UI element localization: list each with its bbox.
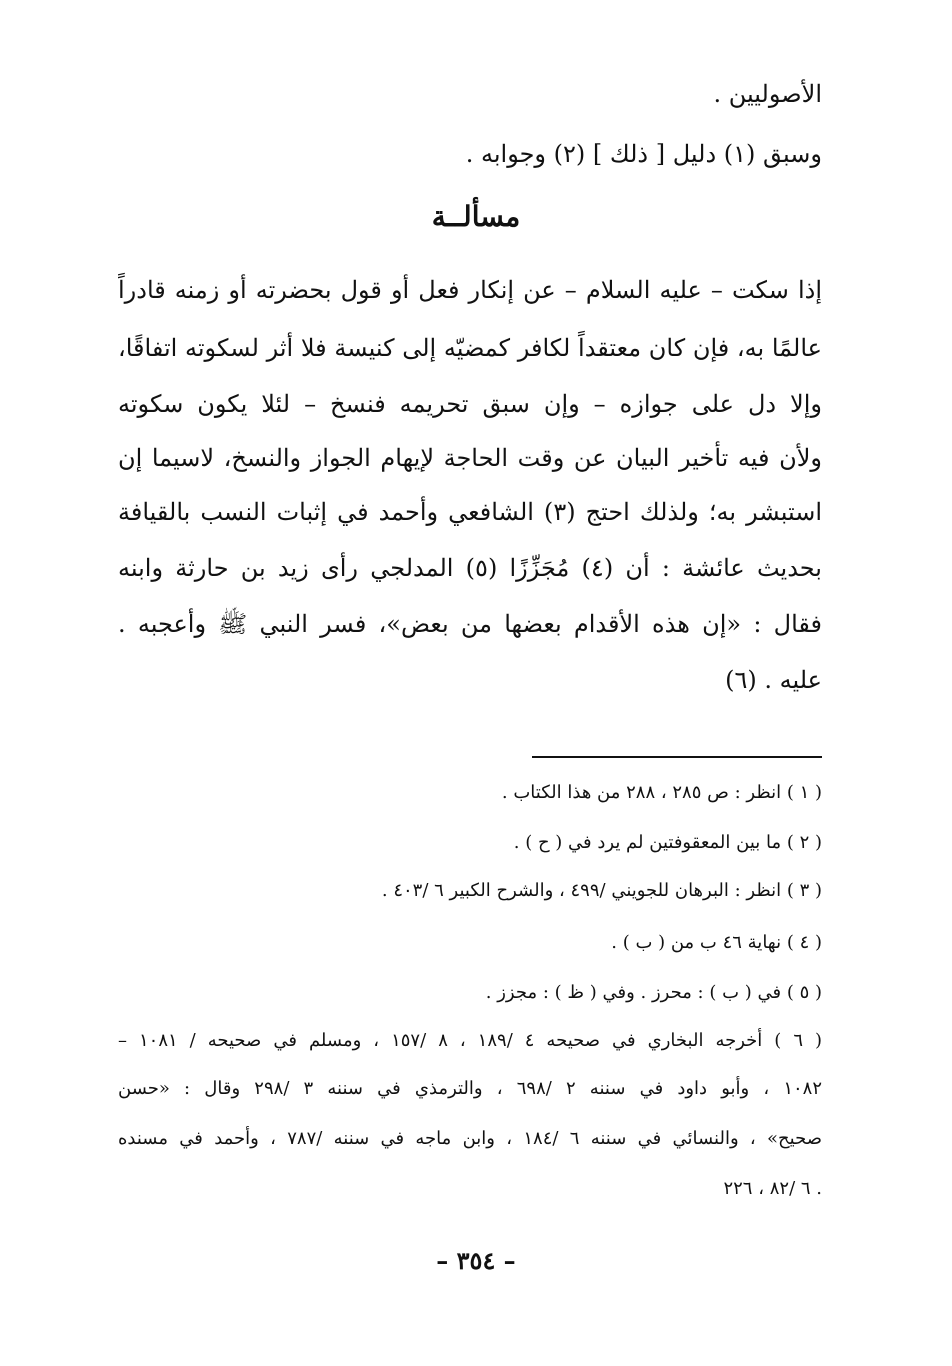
footnote: ( ٣ ) انظر : البرهان للجويني /٤٩٩ ، والشرح الكبير ٦ /٤٠٣ . — [381, 880, 822, 901]
footnote-separator — [532, 756, 822, 758]
section-heading: مسألــة — [431, 200, 521, 233]
intro-line-2: وسبق (١) دليل [ ذلك ] (٢) وجوابه . — [465, 140, 822, 168]
body-line: استبشر به؛ ولذلك احتج (٣) الشافعي وأحمد في إثبات النسب بالقيافة — [118, 498, 822, 526]
footnote-continuation: ٦ /٨٢ ، ٢٢٦ . — [723, 1178, 822, 1199]
body-line: بحديث عائشة : أن (٤) مُجَزِّزًا (٥) المدلجي رأى زيد بن حارثة وابنه — [118, 554, 822, 582]
body-line: عالمًا به، فإن كان معتقداً لكافر كمضيّه إلى كنيسة فلا أثر لسكوته اتفاقًا، — [118, 334, 822, 362]
footnote: ( ٥ ) في ( ب ) : محرز . وفي ( ظ ) : مجزز . — [485, 982, 822, 1003]
page-number: – ٣٥٤ – — [436, 1246, 516, 1275]
intro-line-1: الأصوليين . — [713, 80, 822, 108]
footnote: ( ١ ) انظر : ص ٢٨٥ ، ٢٨٨ من هذا الكتاب . — [501, 782, 822, 803]
footnote-continuation: صحيح» ، والنسائي في سننه ٦ /١٨٤ ، وابن ماجه في سننه /٧٨٧ ، وأحمد في مسنده — [118, 1128, 822, 1149]
body-line: ولأن فيه تأخير البيان عن وقت الحاجة لإيهام الجواز والنسخ، لاسيما إن — [118, 444, 822, 472]
footnote: ( ٢ ) ما بين المعقوفتين لم يرد في ( ح ) . — [513, 832, 822, 853]
body-line: إذا سكت – عليه السلام – عن إنكار فعل أو قول بحضرته أو زمنه قادراً — [118, 276, 822, 304]
footnote-continuation: ١٠٨٢ ، وأبو داود في سننه ٢ /٦٩٨ ، والترمذي في سننه ٣ /٢٩٨ وقال : «حسن — [118, 1078, 822, 1099]
body-line: وإلا دل على جوازه – وإن سبق تحريمه فنسخ – لئلا يكون سكوته — [118, 390, 822, 418]
body-line: عليه . (٦) — [725, 666, 822, 694]
body-line: فقال : «إن هذه الأقدام بعضها من بعض»، فسر النبي ﷺ وأعجبه . — [118, 610, 822, 638]
footnote: ( ٤ ) نهاية ٤٦ ب من ( ب ) . — [611, 932, 822, 953]
footnote: ( ٦ ) أخرجه البخاري في صحيحه ٤ /١٨٩ ، ٨ /١٥٧ ، ومسلم في صحيحه / ١٠٨١ – — [118, 1030, 822, 1051]
